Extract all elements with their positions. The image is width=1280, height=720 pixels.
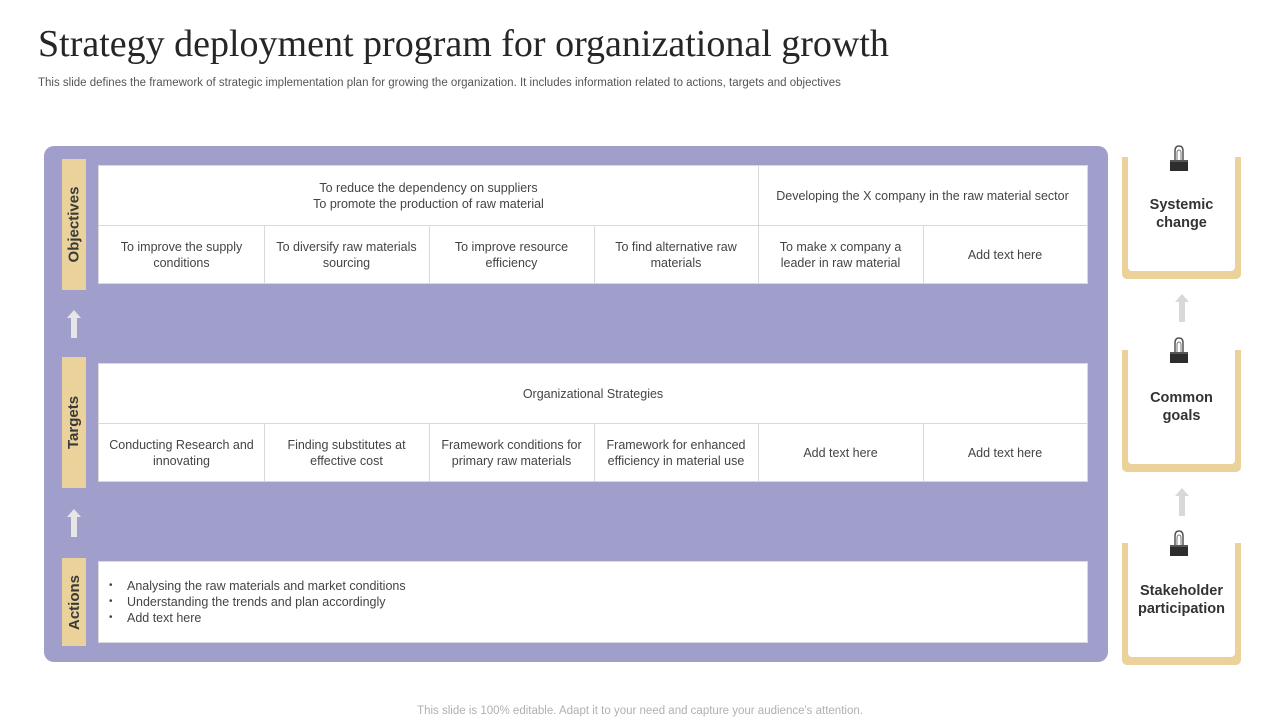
target-cell: Add text here <box>803 446 878 460</box>
list-item: • Add text here <box>109 610 406 626</box>
up-arrow-icon <box>67 310 81 338</box>
objective-cell: To improve the supply conditions <box>120 240 243 270</box>
page-title: Strategy deployment program for organizational growth <box>38 23 889 65</box>
target-cell: Finding substitutes at effective cost <box>287 438 406 468</box>
targets-table <box>98 363 1088 482</box>
card-systemic-change <box>1122 157 1241 279</box>
footer-note: This slide is 100% editable. Adapt it to your need and capture your audience's attention. <box>417 705 863 717</box>
card-stakeholder-participation <box>1122 543 1241 665</box>
target-cell: Framework for enhanced efficiency in material use <box>606 438 746 468</box>
page-subtitle: This slide defines the framework of strategic implementation plan for growing the organization. It includes information related to actions, targets and objectives <box>38 77 841 89</box>
up-arrow-icon <box>1175 488 1189 516</box>
up-arrow-icon <box>67 509 81 537</box>
objective-cell: To improve resource efficiency <box>454 240 569 270</box>
objective-cell: To diversify raw materials sourcing <box>276 240 417 270</box>
card-label: Common goals <box>1150 390 1213 424</box>
card-body <box>1128 157 1235 271</box>
card-common-goals <box>1122 350 1241 472</box>
objectives-label <box>62 159 86 290</box>
card-body <box>1128 543 1235 657</box>
targets-label-text: Targets <box>65 395 83 450</box>
target-cell: Add text here <box>967 446 1043 460</box>
actions-label <box>62 558 86 646</box>
binder-clip-icon <box>1169 145 1189 173</box>
binder-clip-icon <box>1169 337 1189 365</box>
card-label: Systemic change <box>1149 197 1214 231</box>
actions-box <box>98 561 1088 643</box>
up-arrow-icon <box>1175 294 1189 322</box>
card-body <box>1128 350 1235 464</box>
objectives-label-text: Objectives <box>65 186 83 263</box>
list-item: • Analysing the raw materials and market conditions <box>109 578 406 594</box>
objectives-table <box>98 165 1088 284</box>
targets-label <box>62 357 86 488</box>
actions-label-text: Actions <box>65 574 83 630</box>
objective-cell: Add text here <box>967 248 1043 262</box>
objective-cell: To find alternative raw materials <box>615 240 737 270</box>
card-label: Stakeholder participation <box>1137 583 1225 617</box>
list-item: • Understanding the trends and plan accordingly <box>109 594 406 610</box>
objectives-header-left: To reduce the dependency on suppliers To promote the production of raw material <box>313 180 544 211</box>
target-cell: Conducting Research and innovating <box>109 438 254 468</box>
binder-clip-icon <box>1169 530 1189 558</box>
objective-cell: To make x company a leader in raw material <box>779 240 902 270</box>
target-cell: Framework conditions for primary raw materials <box>441 438 582 468</box>
objectives-header-right: Developing the X company in the raw material sector <box>776 188 1069 203</box>
actions-list <box>109 578 406 626</box>
targets-header: Organizational Strategies <box>522 386 664 401</box>
